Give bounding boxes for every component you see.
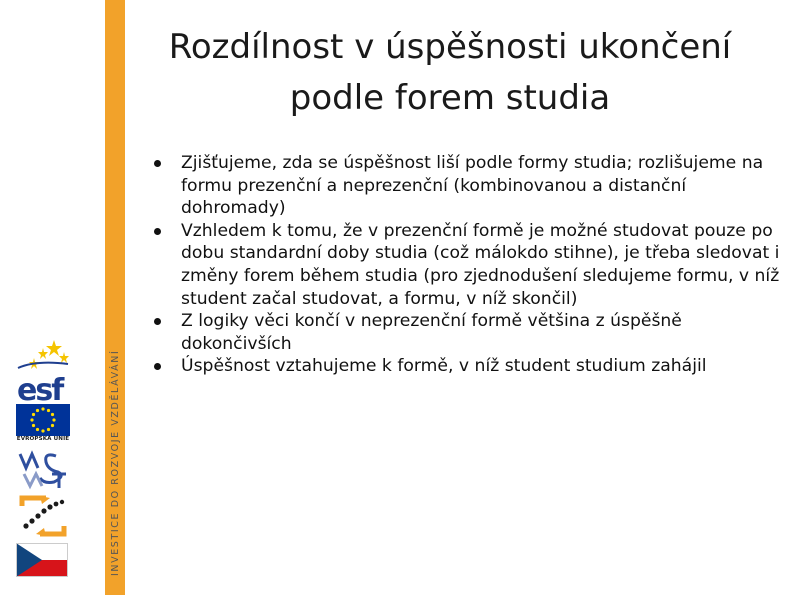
slide-title: Rozdílnost v úspěšnosti ukončení podle forem studia xyxy=(168,27,732,118)
esf-stars xyxy=(29,340,69,369)
bullet-item: Vzhledem k tomu, že v prezenční formě je možné studovat pouze po dobu standardní doby studia (což málokdo stihne), je třeba sledovat i změny forem během studia (pro zjednodušení sledujeme formu, v níž student začal studovat, a formu, v níž skončil) xyxy=(150,220,790,310)
eu-flag xyxy=(16,404,70,436)
bullet-item: Zjišťujeme, zda se úspěšnost liší podle formy studia; rozlišujeme na formu prezenční a neprezenční (kombinovanou a distanční dohromady) xyxy=(150,152,790,220)
czech-flag xyxy=(16,543,68,577)
sidebar-vertical-text: INVESTICE DO ROZVOJE VZDĚLÁVÁNÍ xyxy=(110,349,121,576)
bullet-item: Z logiky věci končí v neprezenční formě většina z úspěšně dokončivších xyxy=(150,310,790,355)
bullet-item: Úspěšnost vztahujeme k formě, v níž student studium zahájil xyxy=(150,355,790,378)
esf-logo xyxy=(16,338,70,402)
bullet-list xyxy=(150,152,790,378)
oppa-logo xyxy=(16,494,70,538)
msmt-logo xyxy=(16,450,70,490)
eu-caption: EVROPSKÁ UNIE xyxy=(16,436,70,442)
esf-wordmark: esf xyxy=(17,373,63,402)
